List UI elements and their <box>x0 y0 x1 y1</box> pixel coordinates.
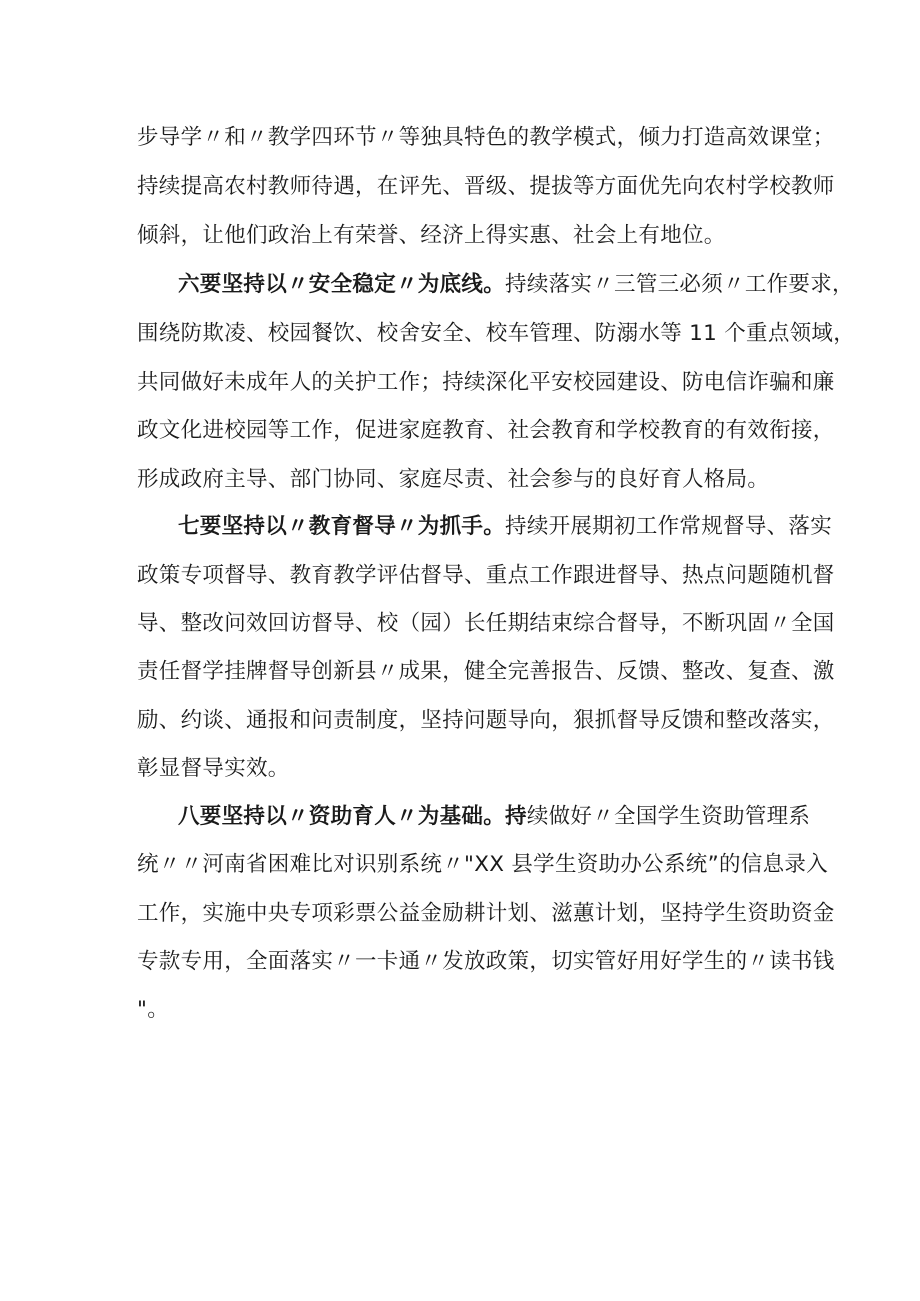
paragraph-first-line <box>178 268 854 302</box>
text-line: 倾斜，让他们政治上有荣誉、经济上得实惠、社会上有地位。 <box>137 223 726 248</box>
paragraph-heading: 六要坚持以〃安全稳定〃为底线。 <box>178 272 506 297</box>
text-line: 政文化进校园等工作，促进家庭教育、社会教育和学校教育的有效衔接， <box>137 418 835 443</box>
paragraph-text: 持续落实〃三管三必须〃工作要求， <box>505 272 854 297</box>
text-line: 共同做好未成年人的关护工作；持续深化平安校园建设、防电信诈骗和廉 <box>137 370 835 395</box>
text-line: 持续提高农村教师待遇，在评先、晋级、提拔等方面优先向农村学校教师 <box>137 174 835 199</box>
text-line: 责任督学挂牌督导创新县〃成果，健全完善报告、反馈、整改、复查、激 <box>137 659 835 684</box>
paragraph-heading: 八要坚持以〃资助育人〃为基础。持 <box>178 804 527 829</box>
text-line: "。 <box>137 997 169 1022</box>
paragraph-first-line <box>178 510 833 544</box>
paragraph-heading: 七要坚持以〃教育督导〃为抓手。 <box>178 514 506 539</box>
text-line: 政策专项督导、教育教学评估督导、重点工作跟进督导、热点问题随机督 <box>137 563 835 588</box>
paragraph-text: 续做好〃全国学生资助管理系 <box>526 804 811 829</box>
text-line: 工作，实施中央专项彩票公益金励耕计划、滋蕙计划，坚持学生资助资金 <box>137 901 835 926</box>
text-line: 励、约谈、通报和问责制度，坚持问题导向，狠抓督导反馈和整改落实， <box>137 708 835 733</box>
paragraph-first-line <box>178 800 811 834</box>
text-line: 统〃〃河南省困难比对识别系统〃"XX 县学生资助办公系统”的信息录入 <box>137 852 829 877</box>
text-line: 导、整改问效回访督导、校（园）长任期结束综合督导，不断巩固〃全国 <box>137 611 835 636</box>
text-line: 形成政府主导、部门协同、家庭尽责、社会参与的良好育人格局。 <box>137 467 770 492</box>
text-line: 专款专用，全面落实〃一卡通〃发放政策，切实管好用好学生的〃读书钱 <box>137 949 835 974</box>
text-line: 围绕防欺凌、校园餐饮、校舍安全、校车管理、防溺水等 11 个重点领域， <box>137 321 856 346</box>
paragraph-text: 持续开展期初工作常规督导、落实 <box>505 514 833 539</box>
text-line: 彰显督导实效。 <box>137 756 290 781</box>
text-line: 步导学〃和〃教学四环节〃等独具特色的教学模式，倾力打造高效课堂； <box>137 125 835 150</box>
